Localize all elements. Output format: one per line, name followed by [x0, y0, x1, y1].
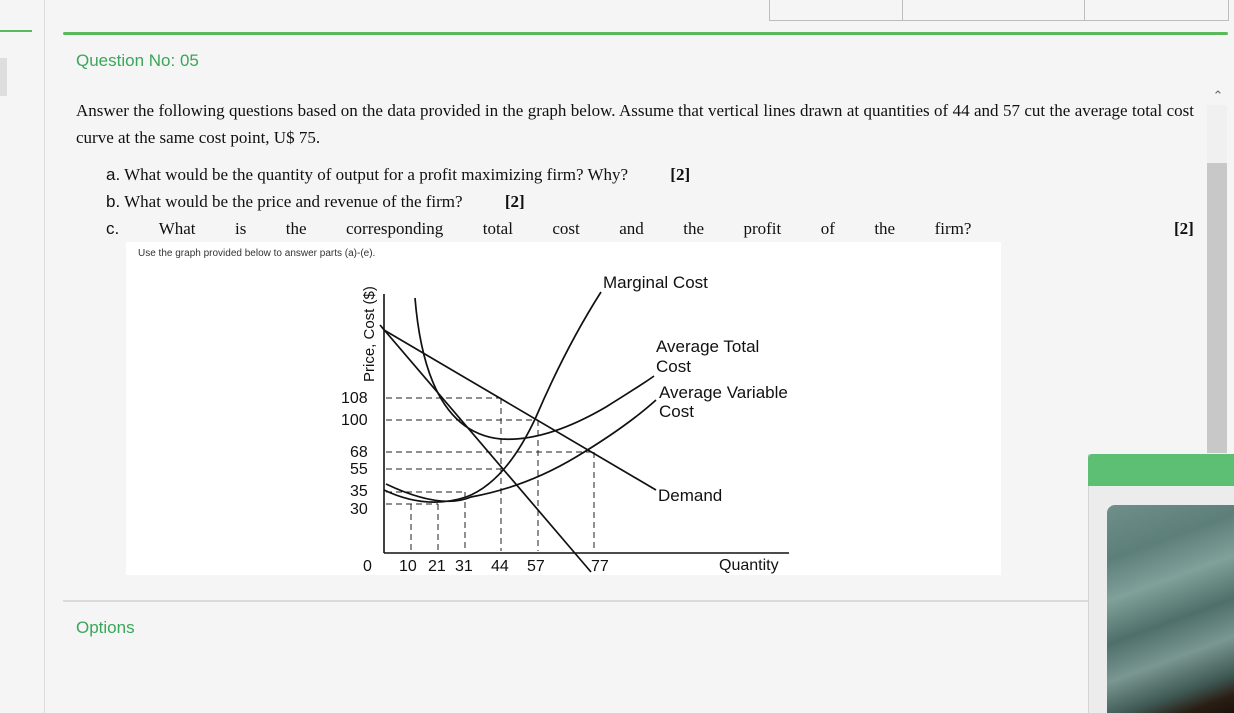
marginal-cost-curve: [384, 292, 601, 502]
sub-question-c-word: and: [619, 219, 644, 238]
section-divider: [63, 600, 1088, 602]
top-tab-3[interactable]: [1085, 0, 1228, 20]
demand-curve: [384, 330, 656, 490]
sub-question-c-marks: [2]: [1174, 219, 1194, 238]
scroll-up-icon[interactable]: ⌃: [1212, 88, 1224, 103]
y-axis-label: Price, Cost ($): [361, 286, 378, 382]
average-variable-cost-curve: [386, 400, 656, 501]
x-tick-label: 57: [527, 558, 545, 575]
options-heading: Options: [76, 618, 135, 637]
average-variable-cost-label: Cost: [659, 402, 694, 421]
sub-question-a-letter: a.: [106, 165, 121, 184]
y-tick-label: 35: [350, 483, 368, 500]
sub-question-b-marks: [2]: [504, 192, 525, 211]
x-axis-label: Quantity: [719, 557, 779, 574]
top-tab-1[interactable]: [770, 0, 903, 20]
marginal-revenue-line: [380, 325, 591, 572]
average-total-cost-label: Cost: [656, 357, 691, 376]
x-tick-label: 21: [428, 558, 446, 575]
sub-question-a-text: What would be the quantity of output for a profit maximizing firm? Why?: [124, 165, 629, 184]
cost-graph-svg: [126, 242, 1001, 575]
dashed-guides: [386, 398, 594, 551]
y-tick-label: 100: [341, 412, 368, 429]
sub-question-c-word: What: [158, 219, 196, 238]
sub-question-c-word: profit: [743, 219, 782, 238]
scrollbar-thumb[interactable]: [1207, 163, 1227, 453]
sub-question-c-word: is: [234, 219, 247, 238]
y-tick-label: 55: [350, 461, 368, 478]
sub-question-c-word: the: [285, 219, 307, 238]
question-card-border: [63, 32, 1228, 35]
average-variable-cost-label: Average Variable: [659, 383, 788, 402]
demand-label: Demand: [658, 486, 723, 505]
webcam-preview: [1107, 505, 1234, 713]
y-tick-label: 68: [350, 444, 368, 461]
sub-question-c-word: firm?: [934, 219, 972, 238]
sub-question-c-word: cost: [552, 219, 580, 238]
sub-question-c-word: the: [874, 219, 896, 238]
sub-question-c-letter: c.: [106, 219, 120, 238]
sub-question-a: [106, 164, 690, 186]
average-total-cost-label: Average Total: [656, 337, 760, 356]
question-text: Answer the following questions based on the data provided in the graph below. Assume that vertical lines drawn at quantities of 44 and 57 cut the average total cost curve at the same cost point, U$ 75.: [76, 101, 1194, 147]
marginal-cost-label: Marginal Cost: [603, 273, 708, 292]
question-number: Question No: 05: [76, 51, 199, 70]
sub-question-c-word: of: [820, 219, 835, 238]
top-tab-strip: [769, 0, 1229, 21]
top-tab-2[interactable]: [903, 0, 1085, 20]
sub-question-c-word: the: [683, 219, 705, 238]
sub-question-b-letter: b.: [106, 192, 121, 211]
cost-graph-image: [126, 242, 1001, 575]
origin-label: 0: [363, 558, 372, 575]
left-rail: [0, 0, 45, 713]
left-rail-accent: [0, 30, 32, 32]
x-tick-label: 10: [399, 558, 417, 575]
sub-question-c-word: corresponding: [346, 219, 444, 238]
x-tick-label: 77: [591, 558, 609, 575]
left-rail-tab[interactable]: [0, 58, 7, 96]
x-tick-label: 44: [491, 558, 509, 575]
y-tick-label: 108: [341, 390, 368, 407]
x-tick-label: 31: [455, 558, 473, 575]
sub-question-a-marks: [2]: [670, 165, 691, 184]
y-tick-label: 30: [350, 501, 368, 518]
sub-question-c-word: total: [482, 219, 513, 238]
sub-question-b-text: What would be the price and revenue of the firm?: [124, 192, 463, 211]
proctor-panel-header[interactable]: [1088, 454, 1234, 486]
sub-question-c: [106, 218, 1194, 240]
sub-question-b: [106, 191, 525, 213]
graph-caption: Use the graph provided below to answer parts (a)-(e).: [138, 248, 376, 259]
